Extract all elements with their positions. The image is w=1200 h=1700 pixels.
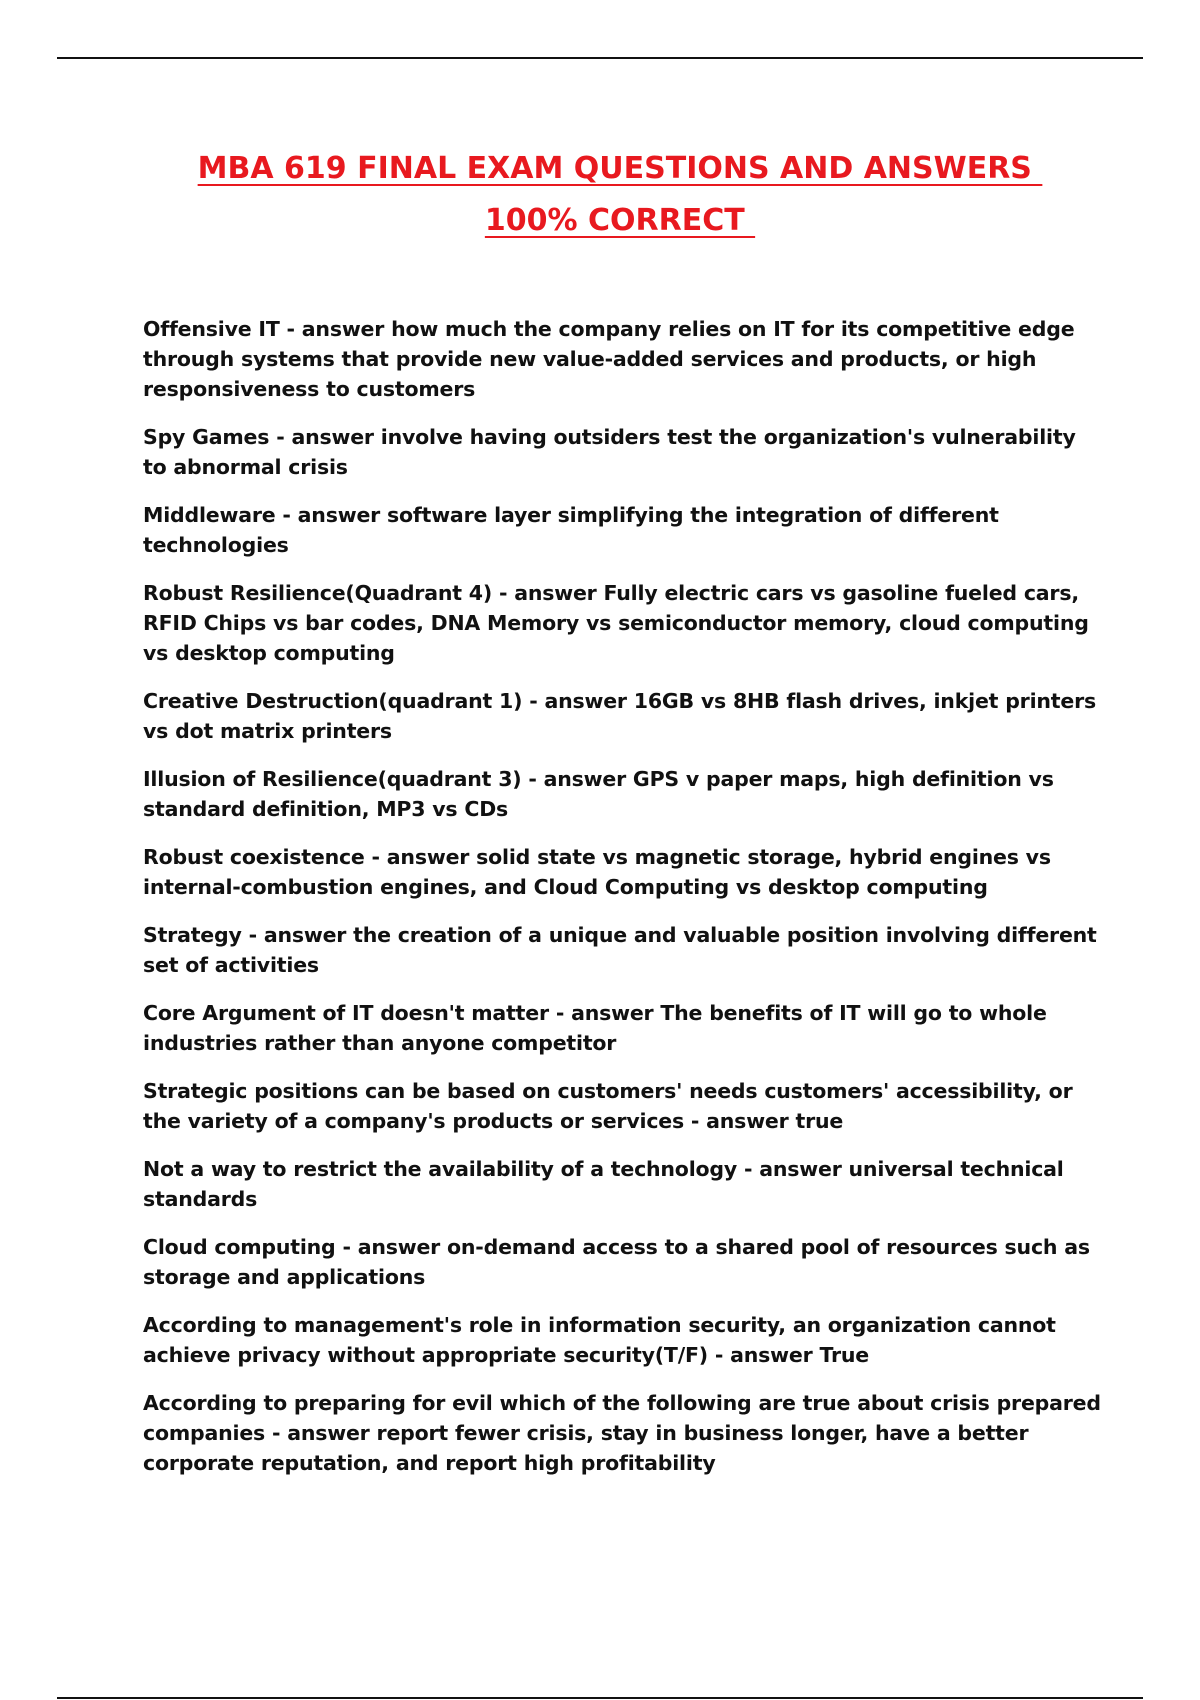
qa-item-robust-resilience: Robust Resilience(Quadrant 4) - answer Fully electric cars vs gasoline fueled cars, RFID Chips vs bar codes, DNA Memory vs semiconductor memory, cloud computing vs desktop computing [143,581,1089,665]
title-line-1-text: MBA 619 FINAL EXAM QUESTIONS AND ANSWERS [197,151,1043,186]
qa-item-strategic-positions: Strategic positions can be based on customers' needs customers' accessibility, or the variety of a company's products or services - answer true [143,1079,1073,1133]
qa-item-information-security: According to management's role in information security, an organization cannot achieve privacy without appropriate security(T/F) - answer True [143,1313,1056,1367]
bottom-rule [57,1697,1143,1699]
top-rule [57,57,1143,59]
qa-item-cloud-computing: Cloud computing - answer on-demand access to a shared pool of resources such as storage and applications [143,1235,1090,1289]
qa-item-strategy: Strategy - answer the creation of a unique and valuable position involving different set of activities [143,923,1097,977]
qa-item-spy-games: Spy Games - answer involve having outsiders test the organization's vulnerability to abnormal crisis [143,425,1076,479]
qa-item-creative-destruction: Creative Destruction(quadrant 1) - answer 16GB vs 8HB flash drives, inkjet printers vs dot matrix printers [143,689,1097,743]
qa-list [143,314,1103,1496]
qa-item-offensive-it: Offensive IT - answer how much the company relies on IT for its competitive edge through systems that provide new value-added services and products, or high responsiveness to customers [143,317,1075,401]
qa-item-illusion-of-resilience: Illusion of Resilience(quadrant 3) - answer GPS v paper maps, high definition vs standard definition, MP3 vs CDs [143,767,1054,821]
qa-item-restrict-availability: Not a way to restrict the availability of a technology - answer universal technical standards [143,1157,1064,1211]
document-title [0,143,1200,247]
title-line-1 [0,143,1200,195]
qa-item-crisis-prepared: According to preparing for evil which of the following are true about crisis prepared companies - answer report fewer crisis, stay in business longer, have a better corporate reputation, and report high profitability [143,1391,1101,1475]
qa-item-robust-coexistence: Robust coexistence - answer solid state vs magnetic storage, hybrid engines vs internal-combustion engines, and Cloud Computing vs desktop computing [143,845,1051,899]
title-line-2-text: 100% CORRECT [484,203,756,238]
qa-item-middleware: Middleware - answer software layer simplifying the integration of different technologies [143,503,999,557]
title-line-2 [0,195,1200,247]
qa-item-core-argument: Core Argument of IT doesn't matter - answer The benefits of IT will go to whole industries rather than anyone competitor [143,1001,1047,1055]
